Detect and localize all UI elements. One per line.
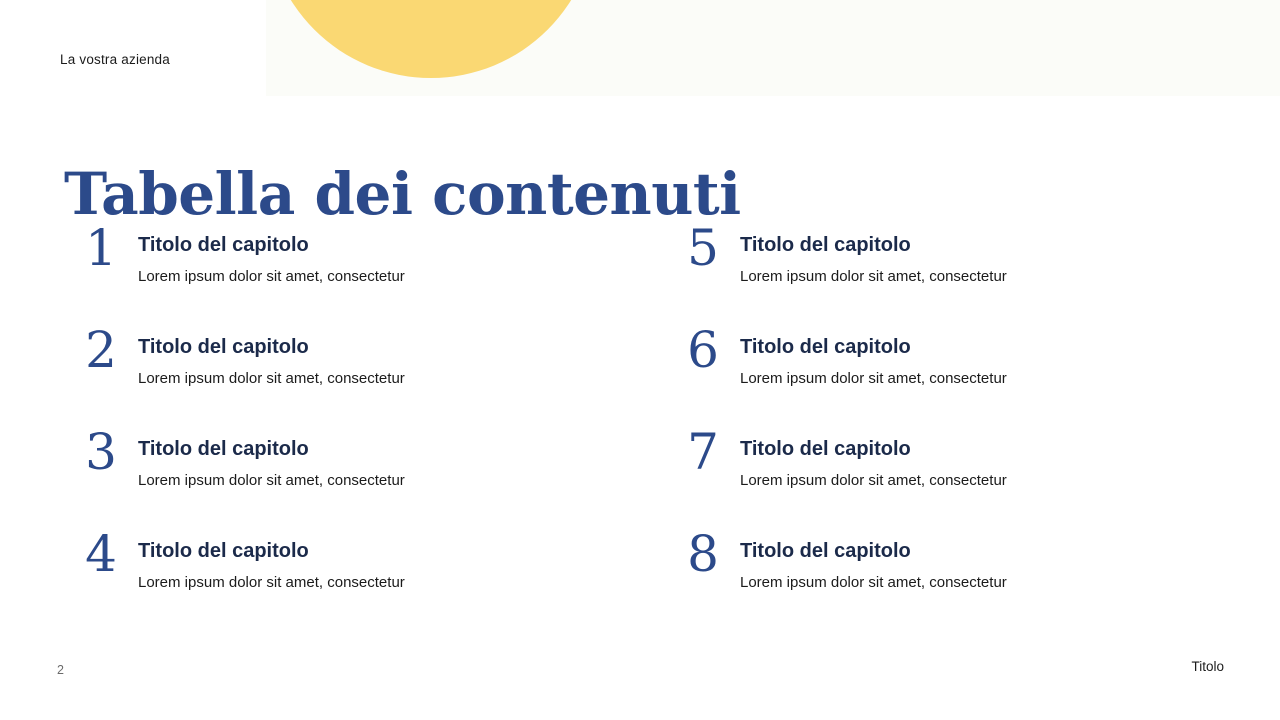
item-text-group: [138, 228, 405, 290]
list-item[interactable]: [64, 219, 644, 306]
item-subtitle: Lorem ipsum dolor sit amet, consectetur: [138, 472, 405, 489]
item-title: Titolo del capitolo: [740, 438, 911, 460]
list-item[interactable]: [64, 423, 644, 510]
item-text-group: [740, 534, 1007, 596]
list-item[interactable]: [644, 525, 1224, 612]
list-item[interactable]: [644, 423, 1224, 510]
item-text-group: [138, 534, 405, 596]
item-number: 7: [687, 423, 719, 481]
item-number: 5: [687, 219, 719, 277]
toc-column-left: [64, 219, 644, 612]
toc-column-right: [644, 219, 1224, 612]
item-number: 8: [687, 525, 719, 583]
item-number: 4: [85, 525, 117, 583]
item-number: 3: [85, 423, 117, 481]
item-subtitle: Lorem ipsum dolor sit amet, consectetur: [138, 268, 405, 285]
list-item[interactable]: [644, 321, 1224, 408]
company-label: La vostra azienda: [60, 52, 170, 67]
item-subtitle: Lorem ipsum dolor sit amet, consectetur: [740, 472, 1007, 489]
item-text-group: [740, 330, 1007, 392]
item-text-group: [740, 228, 1007, 290]
item-subtitle: Lorem ipsum dolor sit amet, consectetur: [138, 574, 405, 591]
item-title: Titolo del capitolo: [138, 438, 309, 460]
list-item[interactable]: [64, 321, 644, 408]
item-subtitle: Lorem ipsum dolor sit amet, consectetur: [740, 370, 1007, 387]
item-text-group: [138, 330, 405, 392]
table-of-contents: [64, 219, 1224, 612]
item-title: Titolo del capitolo: [740, 540, 911, 562]
item-title: Titolo del capitolo: [740, 336, 911, 358]
footer-title: Titolo: [1191, 659, 1224, 674]
item-subtitle: Lorem ipsum dolor sit amet, consectetur: [740, 268, 1007, 285]
list-item[interactable]: [644, 219, 1224, 306]
page-number: 2: [57, 663, 64, 677]
item-text-group: [740, 432, 1007, 494]
list-item[interactable]: [64, 525, 644, 612]
item-number: 1: [85, 219, 117, 277]
item-title: Titolo del capitolo: [138, 540, 309, 562]
page-title: Tabella dei contenuti: [64, 159, 741, 228]
item-subtitle: Lorem ipsum dolor sit amet, consectetur: [138, 370, 405, 387]
item-text-group: [138, 432, 405, 494]
item-number: 6: [687, 321, 719, 379]
item-number: 2: [85, 321, 117, 379]
item-title: Titolo del capitolo: [740, 234, 911, 256]
item-title: Titolo del capitolo: [138, 336, 309, 358]
item-subtitle: Lorem ipsum dolor sit amet, consectetur: [740, 574, 1007, 591]
item-title: Titolo del capitolo: [138, 234, 309, 256]
